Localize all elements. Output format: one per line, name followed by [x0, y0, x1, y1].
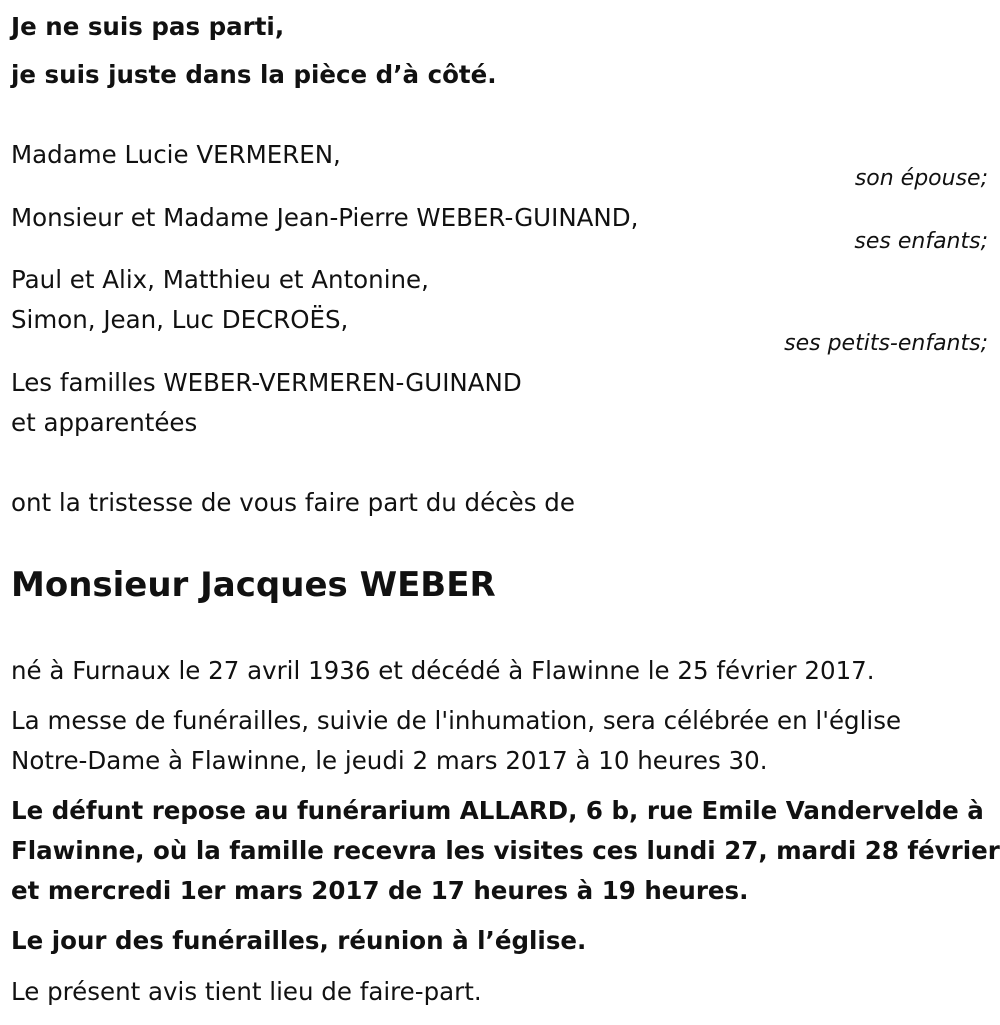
families-line-2: et apparentées [11, 408, 198, 437]
wife-role: son épouse; [854, 166, 988, 191]
rest-line-1: Le défunt repose au funérarium ALLARD, 6 b, rue Emile Vandervelde à [11, 796, 984, 825]
quote-line-1: Je ne suis pas parti, [11, 12, 285, 41]
birth-death: né à Furnaux le 27 avril 1936 et décédé à Flawinne le 25 février 2017. [11, 656, 875, 685]
announcement: ont la tristesse de vous faire part du décès de [11, 488, 575, 517]
notice-note: Le présent avis tient lieu de faire-part. [11, 977, 482, 1006]
children-name: Monsieur et Madame Jean-Pierre WEBER-GUINAND, [11, 203, 639, 232]
mass-line-1: La messe de funérailles, suivie de l'inhumation, sera célébrée en l'église [11, 706, 902, 735]
grandchildren-line-1: Paul et Alix, Matthieu et Antonine, [11, 265, 429, 294]
children-role: ses enfants; [854, 229, 988, 254]
mass-line-2: Notre-Dame à Flawinne, le jeudi 2 mars 2017 à 10 heures 30. [11, 746, 768, 775]
wife-name: Madame Lucie VERMEREN, [11, 140, 341, 169]
rest-line-2: Flawinne, où la famille recevra les visites ces lundi 27, mardi 28 février [11, 836, 1000, 865]
deceased-name: Monsieur Jacques WEBER [11, 565, 496, 605]
families-line-1: Les familles WEBER-VERMEREN-GUINAND [11, 368, 522, 397]
meeting-note: Le jour des funérailles, réunion à l’église. [11, 926, 587, 955]
grandchildren-role: ses petits-enfants; [784, 331, 988, 356]
grandchildren-line-2: Simon, Jean, Luc DECROËS, [11, 305, 349, 334]
rest-line-3: et mercredi 1er mars 2017 de 17 heures à 19 heures. [11, 876, 749, 905]
quote-line-2: je suis juste dans la pièce d’à côté. [11, 60, 497, 89]
